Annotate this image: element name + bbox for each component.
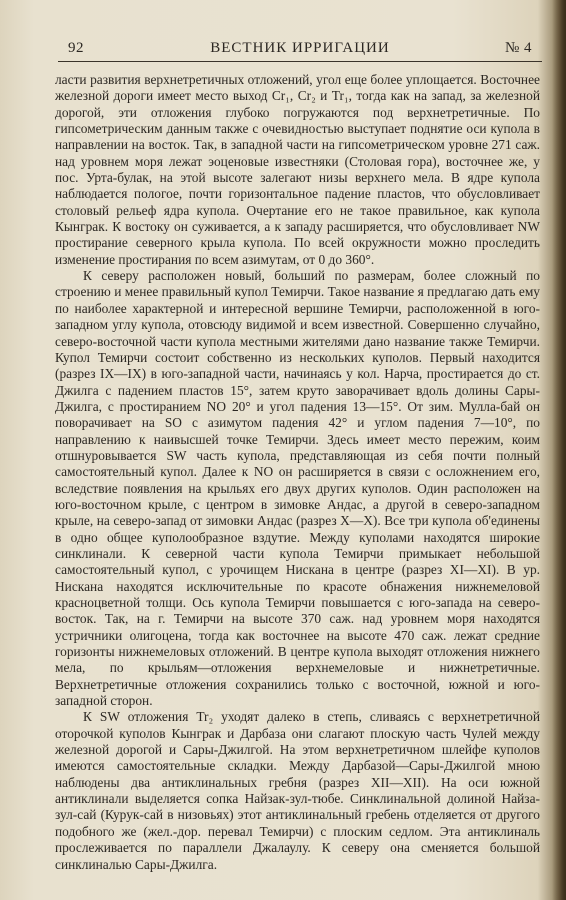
paragraph-continuation: ласти развития верхнетретичных отложений, угол еще более уплощается. Восточнее железной дороги имеет место выход Cr₁, Cr₂ и Tr₁, тогда как на запад, за железной дорогой, эти отложения глубоко погружаются под верхнетретичные. По гипсометрическим данным также с очевидностью выступает поднятие оси купола в направлении на восток. Так, в западной части на гипсометрическом уровне 271 саж. над уровнем моря лежат эоценовые известняки (Столовая гора), восточнее же, у пос. Урта-булак, на этой высоте залегают низы верхнего мела. В ядре купола наблюдается пологое, почти горизонтальное падение пластов, что обусловливает столовый рельеф ядра купола. Очертание его не такое правильное, как купола Кынграк. К востоку он суживается, а к западу расширяется, что обусловливает NW простирание северного крыла купола. По всей окружности можно проследить изменение простирания по всем азимутам, от 0 до 360°.: [55, 72, 540, 267]
binding-shadow: [552, 0, 566, 900]
page-header: [68, 40, 532, 60]
body-text: [55, 72, 540, 873]
journal-title: ВЕСТНИК ИРРИГАЦИИ: [210, 40, 390, 56]
paragraph-temirchi-dome: К северу расположен новый, больший по размерам, более сложный по строению и менее правильный купол Темирчи. Такое название я предлагаю дать ему по наиболее характерной и интересной вершине Темирчи, расположенной в юго-западном углу купола, отовсюду видимой и всем известной. Совершенно случайно, северо-восточной части купола местными жителями дано название также Темирчи. Купол Темирчи состоит собственно из нескольких куполов. Первый находится (разрез IX—IX) в юго-западной части, начинаясь у кол. Нарча, простирается до ст. Джилга с падением пластов 15°, затем круто заворачивает вдоль долины Сары-Джилга, с простиранием NO 20° и угол падения 13—15°. От зим. Мулла-бай он поворачивает на SO с азимутом падения 42° и углом падения 7—10°, по направлению к наивысшей точке Темирчи. Здесь имеет место пережим, коим отшнуровывается SW часть купола, представляющая из себя почти полный самостоятельный купол. Далее к NO он расширяется в связи с осложнением его, вследствие появления на крыльях его двух других куполов. Один расположен на юго-восточном крыле, с центром в зимовке Андас, а другой в северо-западном крыле, на северо-запад от зимовки Андас (разрез X—X). Все три купола об'единены в одно общее куполообразное вздутие. Между куполами находятся широкие синклинали. К северной части купола Темирчи примыкает небольшой самостоятельный купол, с урочищем Нискана в центре (разрез XI—XI). В ур. Нискана находятся исключительные по красоте обнажения нижнемеловой красноцветной толщи. Ось купола Темирчи повышается с юго-запада на северо-восток. Так, на г. Темирчи на высоте 370 саж. над уровнем моря находятся устричники олигоцена, тогда как восточнее на высоте 470 саж. лежат средние горизонты нижнемеловых отложений. В центре купола выходят отложения нижнего мела, по крыльям—отложения верхнемеловые и нижнетретичные. Верхнетретичные отложения сохранились только с восточной, южной и юго-западной сторон.: [55, 268, 540, 709]
header-rule: [58, 61, 542, 62]
page-number: 92: [68, 40, 84, 56]
paragraph-sw-deposits: К SW отложения Tr₂ уходят далеко в степь, сливаясь с верхнетретичной оторочкой куполов Кынграк и Дарбаза они слагают плоскую часть Чулей между железной дорогой и Сары-Джилгой. На этом верхнетретичном шлейфе куполов имеются самостоятельные складки. Между Дарбазой—Сары-Джилгой мною наблюдены два антиклинальных гребня (разрез XII—XII). На оси южной антиклинали выделяется сопка Найзак-зул-тюбе. Синклинальной долиной Найза-зул-сай (Курук-сай в низовьях) этот антиклинальный гребень отделяется от другого подобного же (жел.-дор. перевал Темирчи) с плоским седлом. Эта антиклиналь прослеживается по параллели Джалаулу. К северу она сменяется большой синклиналью Сары-Джилга.: [55, 709, 540, 872]
issue-number: № 4: [504, 40, 532, 56]
